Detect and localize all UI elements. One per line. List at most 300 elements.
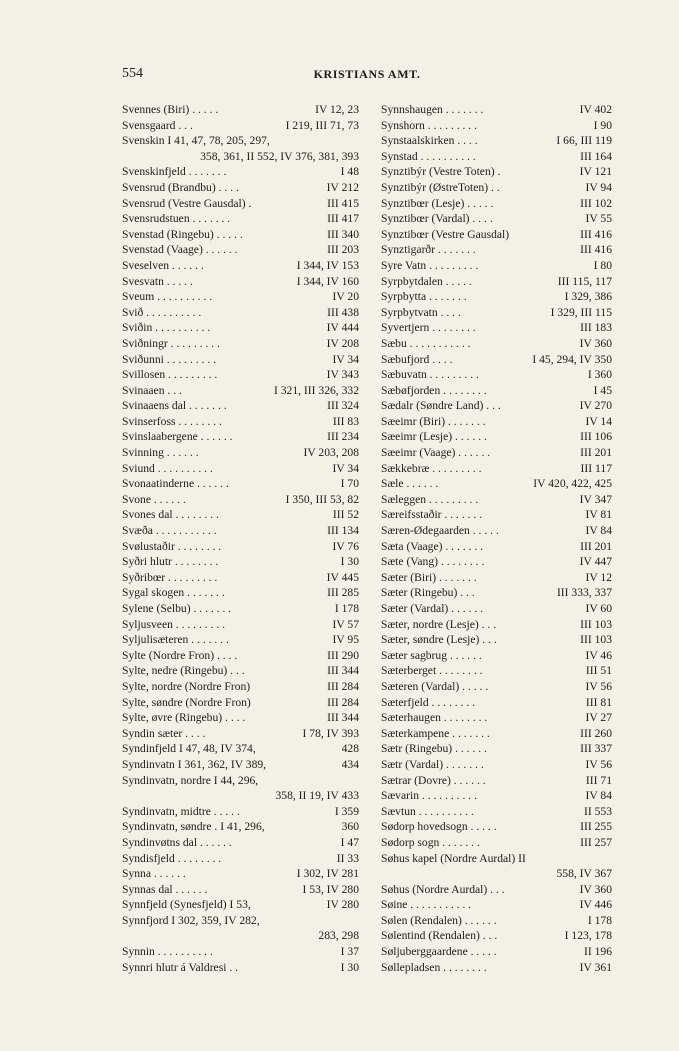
- index-entry: [122, 352, 359, 368]
- index-entry: [122, 710, 359, 726]
- index-entry: [122, 944, 359, 960]
- entry-name: Syndinvøtns dal . . . . . .: [122, 835, 232, 849]
- index-entry: [381, 866, 612, 882]
- entry-reference: IV 57: [332, 617, 359, 631]
- index-entry: [381, 757, 612, 773]
- entry-reference: IV 445: [326, 570, 359, 584]
- entry-name: Søllepladsen . . . . . . . .: [381, 960, 487, 974]
- index-entry: [122, 429, 359, 445]
- entry-reference: IV 208: [326, 336, 359, 350]
- entry-reference: 283, 298: [318, 929, 359, 943]
- index-column-left: [122, 102, 359, 975]
- index-entry: [381, 445, 612, 461]
- entry-reference: IV 12: [585, 570, 612, 584]
- entry-name: Sæte (Vang) . . . . . . . .: [381, 555, 485, 569]
- index-entry: [122, 227, 359, 243]
- entry-name: Sveum . . . . . . . . . .: [122, 290, 213, 304]
- entry-name: Svone . . . . . .: [122, 492, 186, 506]
- entry-reference: III 417: [327, 212, 359, 226]
- entry-reference: IV 46: [585, 648, 612, 662]
- index-entry: [122, 507, 359, 523]
- entry-name: Sæbuvatn . . . . . . . . .: [381, 368, 479, 382]
- index-entry: [381, 133, 612, 149]
- index-entry: [381, 320, 612, 336]
- entry-reference: 360: [341, 820, 359, 834]
- entry-reference: III 416: [580, 227, 612, 241]
- entry-name: Sylte, øvre (Ringebu) . . . .: [122, 711, 246, 725]
- entry-name: Sviðningr . . . . . . . . .: [122, 336, 220, 350]
- entry-reference: I 219, III 71, 73: [285, 118, 359, 132]
- entry-name: Syvertjern . . . . . . . .: [381, 321, 476, 335]
- index-entry: [122, 320, 359, 336]
- index-entry: [381, 773, 612, 789]
- entry-name: Synztibýr (Vestre Toten) .: [381, 165, 501, 179]
- index-entry: [122, 289, 359, 305]
- entry-name: Syðribœr . . . . . . . . .: [122, 570, 218, 584]
- index-entry: [381, 102, 612, 118]
- entry-name: Søhus (Nordre Aurdal) . . .: [381, 882, 505, 896]
- entry-reference: III 183: [580, 321, 612, 335]
- index-entry: [122, 149, 359, 165]
- entry-name: Syljusveen . . . . . . . . .: [122, 617, 226, 631]
- index-entry: [122, 913, 359, 929]
- entry-reference: III 344: [327, 711, 359, 725]
- entry-reference: IV 360: [579, 882, 612, 896]
- entry-name: Syre Vatn . . . . . . . . .: [381, 258, 479, 272]
- entry-reference: IV 420, 422, 425: [533, 477, 612, 491]
- entry-name: Syrpbytdalen . . . . .: [381, 274, 472, 288]
- index-entry: [381, 414, 612, 430]
- index-entry: [381, 570, 612, 586]
- entry-reference: I 66, III 119: [556, 134, 612, 148]
- entry-name: Sæterhaugen . . . . . . . .: [381, 711, 488, 725]
- index-entry: [381, 367, 612, 383]
- index-entry: [122, 632, 359, 648]
- entry-reference: I 178: [334, 602, 359, 615]
- entry-name: Sædalr (Søndre Land) . . .: [381, 399, 501, 413]
- entry-reference: III 203: [327, 243, 359, 257]
- index-entry: [122, 274, 359, 290]
- index-entry: [122, 804, 359, 820]
- entry-reference: IV 444: [326, 321, 359, 335]
- entry-reference: IV 56: [585, 679, 612, 693]
- entry-name: Sæbufjord . . . .: [381, 352, 453, 366]
- entry-reference: III 106: [580, 430, 612, 444]
- entry-reference: IV 203, 208: [303, 446, 359, 460]
- entry-reference: III 164: [580, 149, 612, 163]
- index-entry: [122, 102, 359, 118]
- entry-name: Svinserfoss . . . . . . . .: [122, 414, 222, 428]
- entry-reference: I 344, IV 160: [296, 274, 359, 288]
- entry-reference: I 344, IV 153: [296, 258, 359, 272]
- index-entry: [122, 741, 359, 757]
- entry-name: Synnfjeld (Synesfjeld) I 53,: [122, 898, 251, 912]
- index-entry: [122, 445, 359, 461]
- entry-reference: III 134: [327, 524, 359, 538]
- index-entry: [381, 960, 612, 976]
- index-entry: [122, 242, 359, 258]
- entry-reference: III 234: [327, 430, 359, 444]
- index-entry: [381, 617, 612, 633]
- index-entry: [381, 258, 612, 274]
- index-entry: [381, 274, 612, 290]
- entry-name: Syndinvatn, nordre I 44, 296,: [122, 773, 259, 787]
- index-entry: [381, 507, 612, 523]
- entry-name: Svinaaen . . .: [122, 383, 182, 397]
- entry-name: Svenskin I 41, 47, 78, 205, 297,: [122, 134, 270, 148]
- index-entry: [122, 601, 359, 617]
- index-entry: [122, 928, 359, 944]
- index-entry: [381, 305, 612, 321]
- index-entry: [122, 695, 359, 711]
- index-entry: [381, 242, 612, 258]
- entry-reference: III 260: [580, 726, 612, 740]
- index-entry: [122, 835, 359, 851]
- entry-name: Sæbu . . . . . . . . . . .: [381, 336, 471, 350]
- entry-name: Sæterfjeld . . . . . . . .: [381, 695, 476, 709]
- entry-reference: III 115, 117: [557, 274, 612, 288]
- index-entry: [122, 414, 359, 430]
- entry-name: Syndinvatn I 361, 362, IV 389,: [122, 757, 267, 771]
- entry-reference: III 83: [332, 414, 359, 428]
- entry-name: Synnri hlutr á Valdresi . .: [122, 960, 239, 974]
- entry-reference: I 329, 386: [564, 290, 612, 304]
- entry-name: Syðri hlutr . . . . . . . .: [122, 555, 219, 569]
- entry-reference: IV 84: [585, 524, 612, 538]
- entry-name: Sødorp sogn . . . . . . .: [381, 835, 480, 849]
- entry-name: Synnin . . . . . . . . . .: [122, 945, 213, 959]
- index-entry: [381, 835, 612, 851]
- entry-reference: I 37: [340, 945, 359, 959]
- entry-reference: III 290: [327, 648, 359, 662]
- entry-name: Synztibœr (Vardal) . . . .: [381, 212, 493, 226]
- entry-name: Sæterberget . . . . . . . .: [381, 664, 483, 678]
- index-entry: [381, 726, 612, 742]
- entry-reference: III 415: [327, 196, 359, 210]
- entry-name: Sylene (Selbu) . . . . . . .: [122, 602, 232, 615]
- entry-name: Svenstad (Ringebu) . . . . .: [122, 227, 243, 241]
- entry-reference: III 103: [580, 633, 612, 647]
- entry-name: Svillosen . . . . . . . . .: [122, 368, 218, 382]
- index-entry: [381, 429, 612, 445]
- entry-reference: IV 270: [579, 399, 612, 413]
- index-entry: [122, 336, 359, 352]
- entry-reference: III 71: [585, 773, 612, 787]
- entry-name: Sævarin . . . . . . . . . .: [381, 789, 477, 803]
- entry-name: Svenskinfjeld . . . . . . .: [122, 165, 227, 179]
- entry-name: Sødorp hovedsogn . . . . .: [381, 820, 497, 834]
- index-entry: [122, 383, 359, 399]
- index-entry: [381, 461, 612, 477]
- entry-reference: I 329, III 115: [550, 305, 612, 319]
- entry-reference: I 360: [587, 368, 612, 382]
- entry-name: Sæeimr (Vaage) . . . . . .: [381, 446, 491, 460]
- entry-name: Syndinfjeld I 47, 48, IV 374,: [122, 742, 256, 756]
- entry-reference: I 30: [340, 960, 359, 974]
- entry-name: Svensrud (Vestre Gausdal) .: [122, 196, 252, 210]
- index-entry: [122, 492, 359, 508]
- entry-reference: IV 20: [332, 290, 359, 304]
- entry-name: Synztibœr (Vestre Gausdal): [381, 227, 510, 241]
- index-entry: [381, 149, 612, 165]
- index-entry: [381, 289, 612, 305]
- entry-name: Syndinvatn, søndre . I 41, 296,: [122, 820, 265, 834]
- entry-reference: III 438: [327, 305, 359, 319]
- index-entry: [381, 554, 612, 570]
- entry-reference: I 45, 294, IV 350: [532, 352, 612, 366]
- entry-name: Svið . . . . . . . . . .: [122, 305, 202, 319]
- entry-name: Sylte (Nordre Fron) . . . .: [122, 648, 238, 662]
- entry-reference: I 30: [340, 555, 359, 569]
- entry-name: Sæleggen . . . . . . . . .: [381, 492, 479, 506]
- index-entry: [122, 523, 359, 539]
- index-entry: [122, 164, 359, 180]
- entry-name: Særen-Ødegaarden . . . . .: [381, 524, 499, 538]
- entry-reference: I 48: [340, 165, 359, 179]
- index-entry: [122, 788, 359, 804]
- entry-reference: III 257: [580, 835, 612, 849]
- entry-name: Svinslaabergene . . . . . .: [122, 430, 233, 444]
- entry-reference: IV 12, 23: [315, 103, 359, 116]
- index-entry: [381, 352, 612, 368]
- entry-reference: III 340: [327, 227, 359, 241]
- index-entry: [381, 710, 612, 726]
- entry-name: Sæter (Biri) . . . . . . .: [381, 570, 477, 584]
- entry-name: Synnshaugen . . . . . . .: [381, 103, 484, 116]
- entry-name: Syljulisæteren . . . . . . .: [122, 633, 229, 647]
- entry-name: Sæle . . . . . .: [381, 477, 439, 491]
- entry-name: Sviðunni . . . . . . . . .: [122, 352, 217, 366]
- entry-name: Sætr (Vardal) . . . . . . .: [381, 757, 484, 771]
- index-entry: [122, 305, 359, 321]
- index-entry: [381, 211, 612, 227]
- entry-name: Sæter sagbrug . . . . . .: [381, 648, 482, 662]
- entry-name: Sæta (Vaage) . . . . . . .: [381, 539, 484, 553]
- entry-name: Svenstad (Vaage) . . . . . .: [122, 243, 238, 257]
- entry-reference: 428: [341, 742, 359, 756]
- entry-reference: IV 55: [585, 212, 612, 226]
- index-entry: [122, 882, 359, 898]
- entry-reference: I 90: [593, 118, 612, 132]
- entry-name: Synztibýr (ØstreToten) . .: [381, 180, 500, 194]
- index-entry: [381, 882, 612, 898]
- page-header: [122, 66, 612, 84]
- entry-reference: III 344: [327, 664, 359, 678]
- entry-name: Svensgaard . . .: [122, 118, 193, 132]
- entry-reference: 558, IV 367: [556, 867, 612, 881]
- index-entry: [381, 601, 612, 617]
- entry-name: Svinning . . . . . .: [122, 446, 199, 460]
- index-entry: [381, 788, 612, 804]
- index-entry: [381, 164, 612, 180]
- index-entry: [122, 554, 359, 570]
- index-entry: [122, 476, 359, 492]
- index-entry: [381, 180, 612, 196]
- entry-name: Sæeimr (Biri) . . . . . . .: [381, 414, 486, 428]
- index-entry: [381, 227, 612, 243]
- entry-reference: III 333, 337: [556, 586, 612, 600]
- entry-reference: I 45: [593, 383, 612, 397]
- index-entry: [381, 819, 612, 835]
- entry-name: Svennes (Biri) . . . . .: [122, 103, 219, 116]
- index-entry: [122, 398, 359, 414]
- entry-reference: IV 360: [579, 336, 612, 350]
- entry-reference: IV 60: [585, 602, 612, 615]
- index-entry: [122, 133, 359, 149]
- entry-name: Synztigarðr . . . . . . .: [381, 243, 476, 257]
- entry-reference: IV 95: [332, 633, 359, 647]
- index-entry: [381, 804, 612, 820]
- entry-name: Søhus kapel (Nordre Aurdal) II: [381, 851, 526, 865]
- entry-reference: IV 121: [579, 165, 612, 179]
- entry-reference: IV 34: [332, 352, 359, 366]
- entry-name: Svesvatn . . . . .: [122, 274, 193, 288]
- entry-reference: I 123, 178: [564, 929, 612, 943]
- entry-reference: I 47: [340, 835, 359, 849]
- entry-name: Syrpbytvatn . . . .: [381, 305, 461, 319]
- entry-name: Sølen (Rendalen) . . . . . .: [381, 913, 497, 927]
- entry-reference: III 51: [585, 664, 612, 678]
- index-entry: [122, 866, 359, 882]
- entry-reference: IV 446: [579, 898, 612, 912]
- entry-reference: I 78, IV 393: [302, 726, 359, 740]
- index-entry: [122, 648, 359, 664]
- index-entry: [122, 819, 359, 835]
- entry-reference: III 201: [580, 539, 612, 553]
- entry-name: Syndinvatn, midtre . . . . .: [122, 804, 240, 818]
- index-entry: [381, 679, 612, 695]
- entry-reference: IV 14: [585, 414, 612, 428]
- index-entry: [122, 539, 359, 555]
- index-column-right: [381, 102, 612, 975]
- entry-name: Sylte, nordre (Nordre Fron): [122, 679, 251, 693]
- entry-name: Syrpbytta . . . . . . .: [381, 290, 467, 304]
- entry-reference: III 103: [580, 617, 612, 631]
- index-entry: [381, 118, 612, 134]
- entry-reference: IV 81: [585, 508, 612, 522]
- index-entry: [381, 851, 612, 867]
- index-entry: [122, 570, 359, 586]
- entry-name: Sylte, søndre (Nordre Fron): [122, 695, 251, 709]
- entry-name: Sæter, søndre (Lesje) . . .: [381, 633, 497, 647]
- entry-reference: III 284: [327, 695, 359, 709]
- index-entry: [122, 180, 359, 196]
- index-entry: [381, 196, 612, 212]
- entry-reference: III 102: [580, 196, 612, 210]
- index-entry: [122, 663, 359, 679]
- entry-name: Sæeimr (Lesje) . . . . . .: [381, 430, 487, 444]
- entry-reference: I 53, IV 280: [302, 882, 359, 896]
- entry-reference: IV 343: [326, 368, 359, 382]
- entry-name: Sylte, nedre (Ringebu) . . .: [122, 664, 245, 678]
- entry-reference: IV 402: [579, 103, 612, 116]
- entry-name: Synstaalskirken . . . .: [381, 134, 478, 148]
- entry-reference: III 52: [332, 508, 359, 522]
- entry-name: Svensrudstuen . . . . . . .: [122, 212, 231, 226]
- index-entry: [122, 461, 359, 477]
- index-entry: [122, 211, 359, 227]
- entry-name: Synna . . . . . .: [122, 867, 186, 881]
- entry-name: Synztibœr (Lesje) . . . . .: [381, 196, 494, 210]
- entry-name: Synnas dal . . . . . .: [122, 882, 208, 896]
- index-entry: [122, 585, 359, 601]
- entry-name: Særeifsstaðir . . . . . . .: [381, 508, 483, 522]
- entry-name: Svæða . . . . . . . . . . .: [122, 524, 217, 538]
- index-entry: [122, 851, 359, 867]
- index-entry: [122, 367, 359, 383]
- entry-reference: IV 361: [579, 960, 612, 974]
- entry-reference: I 350, III 53, 82: [285, 492, 359, 506]
- entry-reference: III 337: [580, 742, 612, 756]
- entry-reference: IV 212: [326, 180, 359, 194]
- entry-name: Synstad . . . . . . . . . .: [381, 149, 476, 163]
- entry-name: Syndisfjeld . . . . . . . .: [122, 851, 222, 865]
- entry-name: Sveselven . . . . . .: [122, 258, 204, 272]
- entry-reference: IV 94: [585, 180, 612, 194]
- entry-reference: III 416: [580, 243, 612, 257]
- entry-name: Sæbøfjorden . . . . . . . .: [381, 383, 487, 397]
- entry-name: Svinaaens dal . . . . . . .: [122, 399, 227, 413]
- entry-name: Synshorn . . . . . . . . .: [381, 118, 477, 132]
- entry-name: Sækkebræ . . . . . . . . .: [381, 461, 482, 475]
- entry-name: Sølentind (Rendalen) . . .: [381, 929, 498, 943]
- entry-reference: II 33: [336, 851, 359, 865]
- index-entry: [122, 679, 359, 695]
- index-entry: [381, 476, 612, 492]
- index-entry: [122, 196, 359, 212]
- entry-name: Sæter (Vardal) . . . . . .: [381, 602, 484, 615]
- entry-name: Syndin sæter . . . .: [122, 726, 206, 740]
- entry-reference: IV 56: [585, 757, 612, 771]
- entry-name: Sævtun . . . . . . . . . .: [381, 804, 474, 818]
- index-entry: [381, 897, 612, 913]
- entry-reference: III 255: [580, 820, 612, 834]
- page-number: 554: [122, 66, 143, 81]
- entry-reference: III 81: [585, 695, 612, 709]
- entry-name: Sætr (Ringebu) . . . . . .: [381, 742, 487, 756]
- entry-reference: IV 447: [579, 555, 612, 569]
- index-entry: [381, 336, 612, 352]
- index-entry: [381, 913, 612, 929]
- entry-reference: III 117: [580, 461, 612, 475]
- index-entry: [122, 617, 359, 633]
- entry-name: Sæteren (Vardal) . . . . .: [381, 679, 489, 693]
- entry-reference: III 284: [327, 679, 359, 693]
- index-entry: [381, 492, 612, 508]
- entry-reference: IV 76: [332, 539, 359, 553]
- index-entry: [122, 897, 359, 913]
- entry-reference: 358, II 19, IV 433: [275, 789, 359, 803]
- entry-reference: I 80: [593, 258, 612, 272]
- entry-reference: IV 34: [332, 461, 359, 475]
- entry-reference: 358, 361, II 552, IV 376, 381, 393: [200, 149, 359, 163]
- index-entry: [381, 632, 612, 648]
- entry-reference: III 324: [327, 399, 359, 413]
- running-title: KRISTIANS AMT.: [313, 67, 421, 81]
- entry-reference: II 196: [583, 945, 612, 959]
- entry-name: Sæterkampene . . . . . . .: [381, 726, 490, 740]
- index-entry: [381, 741, 612, 757]
- entry-reference: I 70: [340, 477, 359, 491]
- entry-reference: III 285: [327, 586, 359, 600]
- entry-name: Sætrar (Dovre) . . . . . .: [381, 773, 486, 787]
- entry-name: Svensrud (Brandbu) . . . .: [122, 180, 239, 194]
- entry-reference: IV 84: [585, 789, 612, 803]
- index-entry: [381, 928, 612, 944]
- index-entry: [381, 398, 612, 414]
- entry-name: Svonaatinderne . . . . . .: [122, 477, 229, 491]
- entry-reference: I 302, IV 281: [296, 867, 359, 881]
